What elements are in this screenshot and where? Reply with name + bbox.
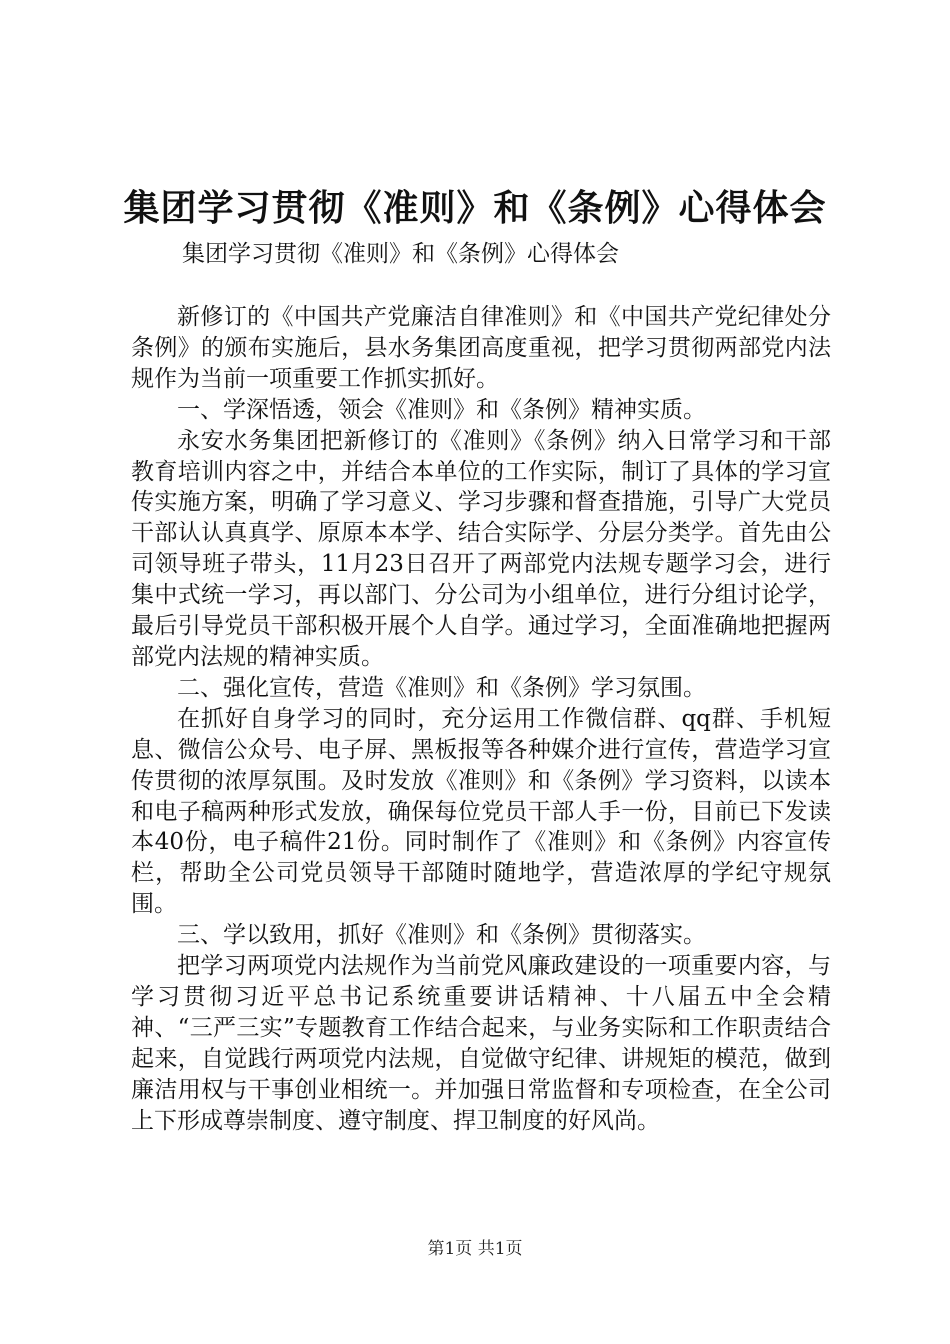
document-body <box>131 302 831 1136</box>
paragraph: 把学习两项党内法规作为当前党风廉政建设的一项重要内容，与学习贯彻习近平总书记系统重要讲话精神、十八届五中全会精神、“三严三实”专题教育工作结合起来，与业务实际和工作职责结合起来，自觉践行两项党内法规，自觉做守纪律、讲规矩的模范，做到廉洁用权与干事创业相统一。并加强日常监督和专项检查，在全公司上下形成尊崇制度、遵守制度、捍卫制度的好风尚。 <box>131 953 831 1134</box>
paragraph: 永安水务集团把新修订的《准则》《条例》纳入日常学习和干部教育培训内容之中，并结合本单位的工作实际，制订了具体的学习宣传实施方案，明确了学习意义、学习步骤和督查措施，引导广大党员干部认认真真学、原原本本学、结合实际学、分层分类学。首先由公司领导班子带头，11月23日召开了两部党内法规专题学习会，进行集中式统一学习，再以部门、分公司为小组单位，进行分组讨论学，最后引导党员干部积极开展个人自学。通过学习，全面准确地把握两部党内法规的精神实质。 <box>131 427 831 670</box>
section-heading: 三、学以致用，抓好《准则》和《条例》贯彻落实。 <box>177 922 706 949</box>
document-title: 集团学习贯彻《准则》和《条例》心得体会 <box>123 188 827 229</box>
section-heading: 一、学深悟透，领会《准则》和《条例》精神实质。 <box>177 396 706 423</box>
section-heading: 二、强化宣传，营造《准则》和《条例》学习氛围。 <box>177 674 706 701</box>
paragraph: 在抓好自身学习的同时，充分运用工作微信群、qq群、手机短息、微信公众号、电子屏、黑板报等各种媒介进行宣传，营造学习宣传贯彻的浓厚氛围。及时发放《准则》和《条例》学习资料，以读本和电子稿两种形式发放，确保每位党员干部人手一份，目前已下发读本40份，电子稿件21份。同时制作了《准则》和《条例》内容宣传栏，帮助全公司党员领导干部随时随地学，营造浓厚的学纪守规氛围。 <box>131 705 831 918</box>
page-number: 第1页 共1页 <box>427 1239 523 1259</box>
paragraph: 新修订的《中国共产党廉洁自律准则》和《中国共产党纪律处分条例》的颁布实施后，县水务集团高度重视，把学习贯彻两部党内法规作为当前一项重要工作抓实抓好。 <box>131 304 831 392</box>
document-subtitle: 集团学习贯彻《准则》和《条例》心得体会 <box>182 241 619 267</box>
